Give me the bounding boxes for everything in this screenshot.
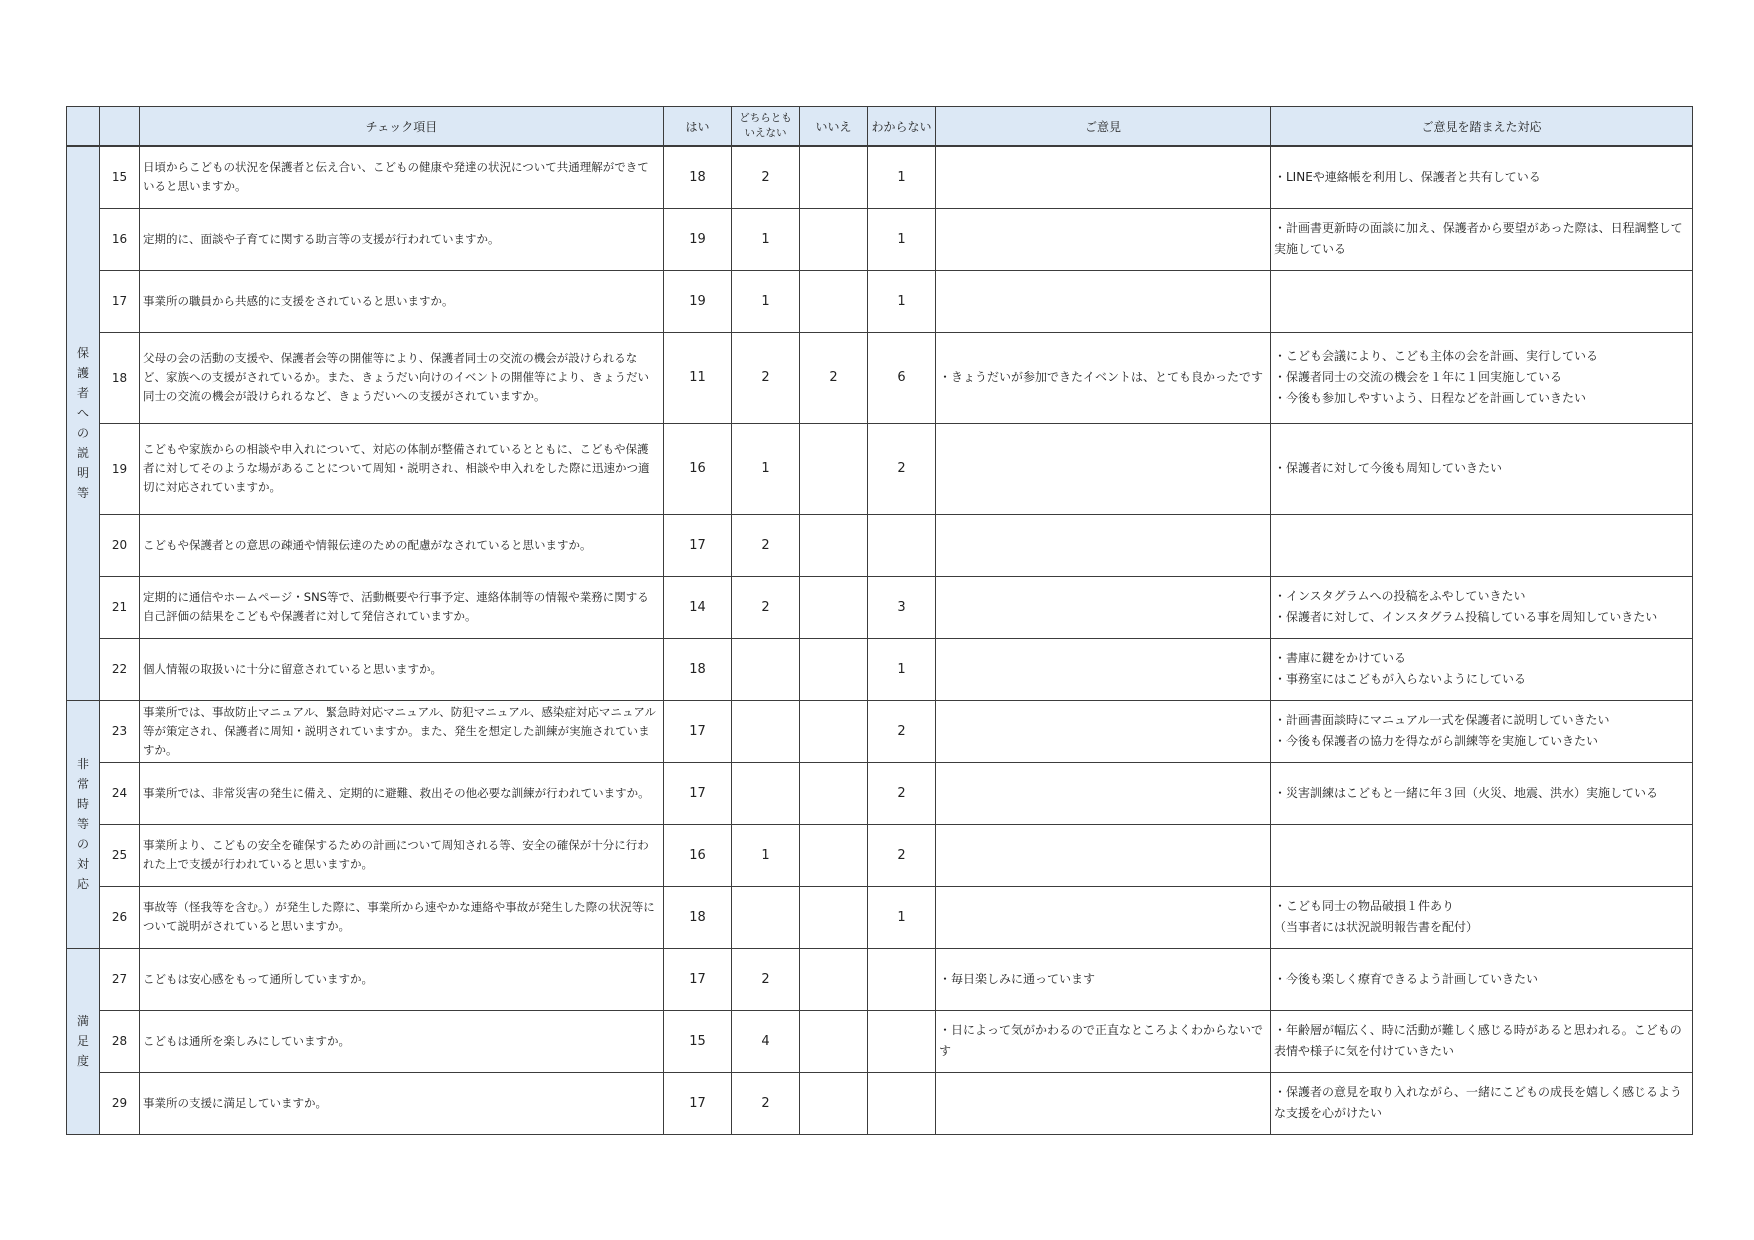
- header-category-blank: [67, 107, 100, 147]
- neither-count: 2: [732, 146, 800, 208]
- neither-count: 1: [732, 423, 800, 514]
- yes-count: 19: [664, 270, 732, 332]
- opinion-text: [936, 886, 1271, 948]
- response-text: ・LINEや連絡帳を利用し、保護者と共有している: [1271, 146, 1693, 208]
- response-text: ・保護者に対して今後も周知していきたい: [1271, 423, 1693, 514]
- response-text: ・保護者の意見を取り入れながら、一緒にこどもの成長を嬉しく感じるような支援を心がけたい: [1271, 1072, 1693, 1134]
- unknown-count: [868, 1072, 936, 1134]
- row-number: 25: [100, 824, 140, 886]
- neither-count: 1: [732, 208, 800, 270]
- opinion-text: [936, 208, 1271, 270]
- neither-count: 2: [732, 948, 800, 1010]
- yes-count: 19: [664, 208, 732, 270]
- check-item-text: 事業所の職員から共感的に支援をされていると思いますか。: [140, 270, 664, 332]
- no-count: [800, 1010, 868, 1072]
- neither-count: [732, 700, 800, 762]
- neither-count: 1: [732, 270, 800, 332]
- check-item-text: 事業所の支援に満足していますか。: [140, 1072, 664, 1134]
- row-number: 24: [100, 762, 140, 824]
- no-count: [800, 700, 868, 762]
- opinion-text: [936, 700, 1271, 762]
- header-check-item: チェック項目: [140, 107, 664, 147]
- row-number: 22: [100, 638, 140, 700]
- category-label: 非 常 時 等 の 対 応: [76, 757, 89, 891]
- no-count: [800, 948, 868, 1010]
- header-number-blank: [100, 107, 140, 147]
- response-text: [1271, 514, 1693, 576]
- response-text: ・年齢層が幅広く、時に活動が難しく感じる時があると思われる。こどもの表情や様子に気を付けていきたい: [1271, 1010, 1693, 1072]
- check-item-text: こどもや家族からの相談や申入れについて、対応の体制が整備されているとともに、こどもや保護者に対してそのような場があることについて周知・説明され、相談や申入れをした際に迅速かつ適切に対応されていますか。: [140, 423, 664, 514]
- unknown-count: [868, 1010, 936, 1072]
- unknown-count: 2: [868, 824, 936, 886]
- row-number: 19: [100, 423, 140, 514]
- table-row: [67, 332, 1693, 423]
- unknown-count: 1: [868, 146, 936, 208]
- check-item-text: 事故等（怪我等を含む。）が発生した際に、事業所から速やかな連絡や事故が発生した際の状況等について説明がされていると思いますか。: [140, 886, 664, 948]
- check-item-text: 定期的に、面談や子育てに関する助言等の支援が行われていますか。: [140, 208, 664, 270]
- neither-count: 2: [732, 514, 800, 576]
- response-text: [1271, 824, 1693, 886]
- neither-count: [732, 638, 800, 700]
- yes-count: 18: [664, 886, 732, 948]
- header-yes: はい: [664, 107, 732, 147]
- opinion-text: [936, 576, 1271, 638]
- category-cell: [67, 948, 100, 1134]
- category-cell: [67, 700, 100, 948]
- table-row: [67, 423, 1693, 514]
- row-number: 16: [100, 208, 140, 270]
- opinion-text: ・日によって気がかわるので正直なところよくわからないです: [936, 1010, 1271, 1072]
- neither-count: 2: [732, 1072, 800, 1134]
- check-item-text: 個人情報の取扱いに十分に留意されていると思いますか。: [140, 638, 664, 700]
- header-no: いいえ: [800, 107, 868, 147]
- response-text: ・計画書更新時の面談に加え、保護者から要望があった際は、日程調整して実施している: [1271, 208, 1693, 270]
- opinion-text: [936, 514, 1271, 576]
- check-item-text: 定期的に通信やホームページ・SNS等で、活動概要や行事予定、連絡体制等の情報や業務に関する自己評価の結果をこどもや保護者に対して発信されていますか。: [140, 576, 664, 638]
- no-count: [800, 886, 868, 948]
- row-number: 21: [100, 576, 140, 638]
- category-label: 満 足 度: [76, 1014, 89, 1068]
- header-row: [67, 107, 1693, 147]
- table-row: [67, 208, 1693, 270]
- yes-count: 14: [664, 576, 732, 638]
- response-text: ・こども同士の物品破損１件あり （当事者には状況説明報告書を配付）: [1271, 886, 1693, 948]
- unknown-count: 1: [868, 270, 936, 332]
- table-row: [67, 638, 1693, 700]
- category-label: 保 護 者 へ の 説 明 等: [76, 346, 89, 501]
- neither-count: [732, 762, 800, 824]
- unknown-count: 1: [868, 886, 936, 948]
- opinion-text: [936, 1072, 1271, 1134]
- unknown-count: 1: [868, 208, 936, 270]
- opinion-text: ・きょうだいが参加できたイベントは、とても良かったです: [936, 332, 1271, 423]
- row-number: 27: [100, 948, 140, 1010]
- row-number: 26: [100, 886, 140, 948]
- no-count: [800, 824, 868, 886]
- yes-count: 18: [664, 146, 732, 208]
- check-item-text: 事業所では、事故防止マニュアル、緊急時対応マニュアル、防犯マニュアル、感染症対応マニュアル等が策定され、保護者に周知・説明されていますか。また、発生を想定した訓練が実施されていますか。: [140, 700, 664, 762]
- check-item-text: こどもは通所を楽しみにしていますか。: [140, 1010, 664, 1072]
- response-text: ・災害訓練はこどもと一緒に年３回（火災、地震、洪水）実施している: [1271, 762, 1693, 824]
- row-number: 20: [100, 514, 140, 576]
- table-row: [67, 886, 1693, 948]
- yes-count: 15: [664, 1010, 732, 1072]
- response-text: ・インスタグラムへの投稿をふやしていきたい ・保護者に対して、インスタグラム投稿している事を周知していきたい: [1271, 576, 1693, 638]
- table-row: [67, 700, 1693, 762]
- header-opinion: ご意見: [936, 107, 1271, 147]
- yes-count: 16: [664, 824, 732, 886]
- neither-count: 2: [732, 576, 800, 638]
- table-row: [67, 1010, 1693, 1072]
- check-item-text: 事業所では、非常災害の発生に備え、定期的に避難、救出その他必要な訓練が行われていますか。: [140, 762, 664, 824]
- table-row: [67, 576, 1693, 638]
- no-count: [800, 514, 868, 576]
- unknown-count: [868, 514, 936, 576]
- yes-count: 11: [664, 332, 732, 423]
- header-neither: どちらとも いえない: [732, 107, 800, 147]
- no-count: [800, 208, 868, 270]
- unknown-count: 2: [868, 700, 936, 762]
- response-text: ・こども会議により、こども主体の会を計画、実行している ・保護者同士の交流の機会を１年に１回実施している ・今後も参加しやすいよう、日程などを計画していきたい: [1271, 332, 1693, 423]
- table-row: [67, 270, 1693, 332]
- response-text: [1271, 270, 1693, 332]
- header-response: ご意見を踏まえた対応: [1271, 107, 1693, 147]
- table-row: [67, 514, 1693, 576]
- response-text: ・計画書面談時にマニュアル一式を保護者に説明していきたい ・今後も保護者の協力を得ながら訓練等を実施していきたい: [1271, 700, 1693, 762]
- neither-count: [732, 886, 800, 948]
- survey-table: [66, 106, 1693, 1135]
- unknown-count: 2: [868, 423, 936, 514]
- yes-count: 16: [664, 423, 732, 514]
- table-row: [67, 824, 1693, 886]
- opinion-text: ・毎日楽しみに通っています: [936, 948, 1271, 1010]
- table-row: [67, 762, 1693, 824]
- yes-count: 17: [664, 762, 732, 824]
- unknown-count: 1: [868, 638, 936, 700]
- yes-count: 17: [664, 1072, 732, 1134]
- table-row: [67, 948, 1693, 1010]
- table-row: [67, 1072, 1693, 1134]
- category-cell: [67, 146, 100, 700]
- unknown-count: 6: [868, 332, 936, 423]
- unknown-count: [868, 948, 936, 1010]
- row-number: 17: [100, 270, 140, 332]
- neither-count: 2: [732, 332, 800, 423]
- yes-count: 18: [664, 638, 732, 700]
- yes-count: 17: [664, 948, 732, 1010]
- row-number: 28: [100, 1010, 140, 1072]
- row-number: 15: [100, 146, 140, 208]
- check-item-text: 父母の会の活動の支援や、保護者会等の開催等により、保護者同士の交流の機会が設けられるなど、家族への支援がされているか。また、きょうだい向けのイベントの開催等により、きょうだい同士の交流の機会が設けられるなど、きょうだいへの支援がされていますか。: [140, 332, 664, 423]
- yes-count: 17: [664, 700, 732, 762]
- row-number: 29: [100, 1072, 140, 1134]
- yes-count: 17: [664, 514, 732, 576]
- no-count: [800, 638, 868, 700]
- opinion-text: [936, 423, 1271, 514]
- no-count: [800, 146, 868, 208]
- unknown-count: 2: [868, 762, 936, 824]
- opinion-text: [936, 762, 1271, 824]
- row-number: 23: [100, 700, 140, 762]
- opinion-text: [936, 146, 1271, 208]
- no-count: 2: [800, 332, 868, 423]
- check-item-text: 事業所より、こどもの安全を確保するための計画について周知される等、安全の確保が十分に行われた上で支援が行われていると思いますか。: [140, 824, 664, 886]
- no-count: [800, 270, 868, 332]
- header-unknown: わからない: [868, 107, 936, 147]
- response-text: ・今後も楽しく療育できるよう計画していきたい: [1271, 948, 1693, 1010]
- neither-count: 4: [732, 1010, 800, 1072]
- no-count: [800, 423, 868, 514]
- check-item-text: 日頃からこどもの状況を保護者と伝え合い、こどもの健康や発達の状況について共通理解ができていると思いますか。: [140, 146, 664, 208]
- opinion-text: [936, 638, 1271, 700]
- table-row: [67, 146, 1693, 208]
- row-number: 18: [100, 332, 140, 423]
- opinion-text: [936, 270, 1271, 332]
- check-item-text: こどもや保護者との意思の疎通や情報伝達のための配慮がなされていると思いますか。: [140, 514, 664, 576]
- response-text: ・書庫に鍵をかけている ・事務室にはこどもが入らないようにしている: [1271, 638, 1693, 700]
- unknown-count: 3: [868, 576, 936, 638]
- no-count: [800, 1072, 868, 1134]
- neither-count: 1: [732, 824, 800, 886]
- check-item-text: こどもは安心感をもって通所していますか。: [140, 948, 664, 1010]
- no-count: [800, 576, 868, 638]
- no-count: [800, 762, 868, 824]
- opinion-text: [936, 824, 1271, 886]
